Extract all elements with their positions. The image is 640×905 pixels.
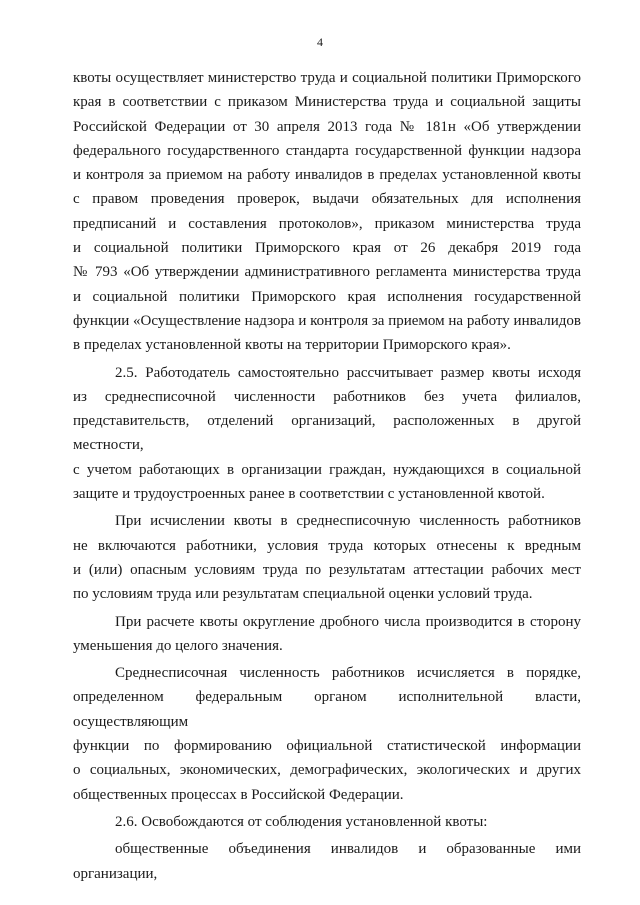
text-line: из среднесписочной численности работников без учета филиалов, [73, 388, 581, 405]
text-line: функции по формированию официальной статистической информации [73, 738, 581, 755]
text-line: о социальных, экономических, демографических, экологических и других [73, 762, 581, 779]
text-line: 2.5. Работодатель самостоятельно рассчитывает размер квоты исходя [115, 364, 581, 381]
paragraph-2-6 [73, 810, 581, 834]
text-line: общественных процессах в Российской Федерации. [73, 786, 404, 803]
text-line: с правом проведения проверок, выдачи обязательных для исполнения [73, 191, 581, 208]
text-line: Российской Федерации от 30 апреля 2013 года № 181н «Об утверждении [73, 118, 581, 135]
text-line: в пределах установленной квоты на территории Приморского края». [73, 337, 511, 354]
text-line: предписаний и составления протоколов», приказом министерства труда [73, 215, 581, 232]
paragraph-2-5 [73, 361, 581, 507]
text-line: по условиям труда или результатам специальной оценки условий труда. [73, 586, 533, 603]
paragraph-exemptions [73, 837, 581, 886]
paragraph-average-headcount [73, 661, 581, 807]
paragraph-quota-calculation [73, 509, 581, 606]
text-line: с учетом работающих в организации граждан, нуждающихся в социальной [73, 461, 581, 478]
text-line: Среднесписочная численность работников исчисляется в порядке, [115, 665, 581, 682]
text-line: уменьшения до целого значения. [73, 637, 283, 654]
document-body [73, 66, 581, 886]
text-line: определенном федеральным органом исполнительной власти, осуществляющим [73, 689, 581, 730]
paragraph-rounding [73, 610, 581, 659]
text-line: 2.6. Освобождаются от соблюдения установленной квоты: [115, 813, 488, 830]
text-line: не включаются работники, условия труда которых отнесены к вредным [73, 537, 581, 554]
text-line: общественные объединения инвалидов и образованные ими организации, [73, 841, 581, 882]
text-line: При исчислении квоты в среднесписочную численность работников [115, 513, 581, 530]
text-line: № 793 «Об утверждении административного регламента министерства труда [73, 264, 581, 281]
text-line: представительств, отделений организаций, расположенных в другой местности, [73, 413, 581, 454]
text-line: и социальной политики Приморского края исполнения государственной [73, 288, 581, 305]
text-line: и контроля за приемом на работу инвалидов в пределах установленной квоты [73, 167, 581, 184]
text-line: защите и трудоустроенных ранее в соответствии с установленной квотой. [73, 486, 545, 503]
text-line: и (или) опасным условиям труда по результатам аттестации рабочих мест [73, 561, 581, 578]
text-line: квоты осуществляет министерство труда и социальной политики Приморского [73, 70, 581, 86]
text-line: и социальной политики Приморского края от 26 декабря 2019 года [73, 240, 581, 257]
paragraph-quota-supervision [73, 66, 581, 358]
text-line: При расчете квоты округление дробного числа производится в сторону [115, 613, 581, 630]
page-number: 4 [317, 35, 323, 49]
text-line: функции «Осуществление надзора и контроля за приемом на работу инвалидов [73, 312, 581, 329]
text-line: края в соответствии с приказом Министерства труда и социальной защиты [73, 94, 581, 111]
text-line: федерального государственного стандарта государственной функции надзора [73, 142, 581, 159]
